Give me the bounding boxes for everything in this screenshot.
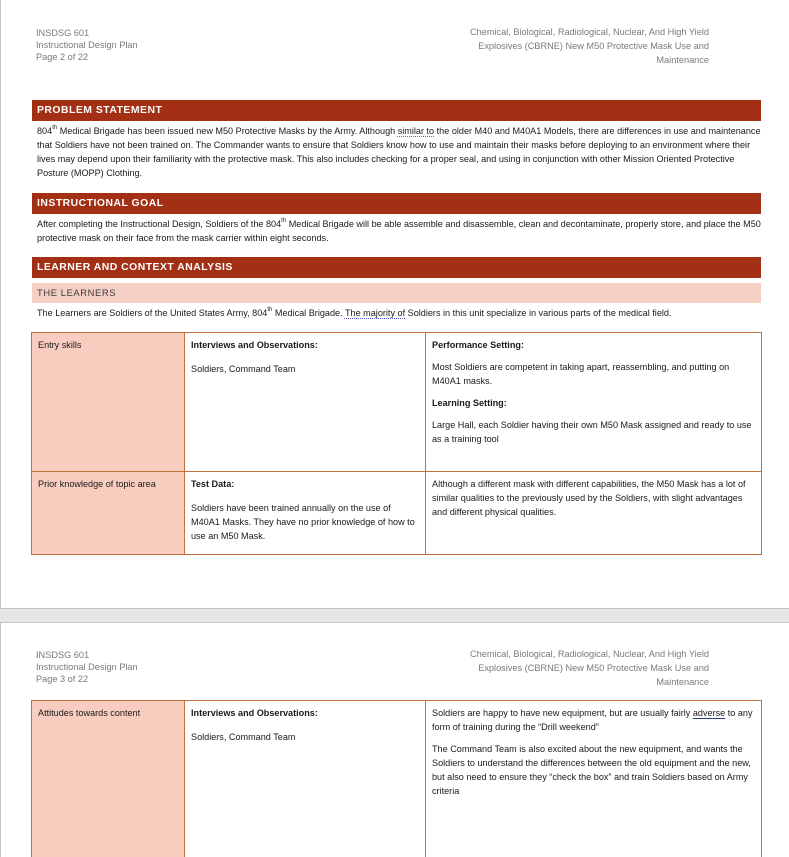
ordinal-suffix: th	[281, 218, 287, 224]
source-cell	[185, 701, 426, 857]
text-run: Soldiers are happy to have new equipment, but are usually fairly	[432, 708, 693, 718]
page-break-gap	[0, 609, 789, 622]
section-heading-instructional-goal: INSTRUCTIONAL GOAL	[32, 193, 761, 214]
source-text: Soldiers, Command Team	[191, 732, 296, 742]
detail-cell	[426, 472, 762, 555]
text-run: Soldiers in this unit specialize in various parts of the medical field.	[405, 308, 672, 318]
document-page-3	[0, 622, 789, 857]
grammar-flag[interactable]: The majority of	[344, 308, 406, 318]
row-label: Attitudes towards content	[32, 701, 185, 857]
ordinal-suffix: th	[267, 307, 273, 313]
page-header-right-title: Chemical, Biological, Radiological, Nuclear, And High Yield Explosives (CBRNE) New M50 Protective Mask Use and Maintenance	[469, 27, 709, 65]
text-run: Medical Brigade has been issued new M50 Protective Masks by the Army. Although	[57, 126, 398, 136]
detail-label: Performance Setting:	[432, 340, 524, 350]
source-cell	[185, 472, 426, 555]
detail-text: Large Hall, each Soldier having their own M50 Mask assigned and ready to use as a training tool	[432, 420, 752, 444]
detail-text	[432, 706, 755, 734]
text-run: to any form of training during the “Drill weekend”	[432, 708, 753, 732]
table-row	[32, 701, 762, 857]
learner-analysis-table-continued	[31, 700, 762, 857]
detail-cell	[426, 701, 762, 857]
source-label: Interviews and Observations:	[191, 340, 318, 350]
source-text: Soldiers, Command Team	[191, 364, 296, 374]
ordinal-suffix: th	[52, 125, 58, 131]
subheading-the-learners: THE LEARNERS	[32, 283, 761, 303]
section-heading-learner-context: LEARNER AND CONTEXT ANALYSIS	[32, 257, 761, 278]
table-row	[32, 472, 762, 555]
source-label: Interviews and Observations:	[191, 708, 318, 718]
text-run: the older M40 and M40A1 Models, there are differences in use and maintenance that Soldiers have not been trained on. The Commander wants to ensure that Soldiers know how to use and maintain their masks before deploying to an environment where their lives may depend upon their familiarity with the protective mask. This also includes checking for a proper seal, and using in conjunction with other Mission Oriented Protective Posture (MOPP) Clothing.	[37, 126, 761, 178]
page-header-right-title: Chemical, Biological, Radiological, Nuclear, And High Yield Explosives (CBRNE) New M50 Protective Mask Use and Maintenance	[469, 649, 709, 687]
row-label: Entry skills	[32, 333, 185, 472]
course-code: INSDSG 601	[36, 650, 90, 660]
detail-text: Although a different mask with different capabilities, the M50 Mask has a lot of similar qualities to the previously used by the Soldiers, with slight advantages and different physical qualities.	[432, 479, 746, 517]
text-run: Medical Brigade.	[272, 308, 345, 318]
detail-text: The Command Team is also excited about the new equipment, and wants the Soldiers to understand the differences between the old equipment and the new, but also need to ensure they “check the box” and train Soldiers based on Army criteria	[432, 744, 751, 796]
source-cell	[185, 333, 426, 472]
source-label: Test Data:	[191, 479, 235, 489]
source-text: Soldiers have been trained annually on the use of M40A1 Masks. They have no prior knowledge of how to use an M50 Mask.	[191, 503, 415, 541]
doc-title: Instructional Design Plan	[36, 662, 138, 673]
table-row	[32, 333, 762, 472]
course-code: INSDSG 601	[36, 28, 90, 38]
section-heading-problem-statement: PROBLEM STATEMENT	[32, 100, 761, 121]
text-run: 804	[37, 126, 53, 136]
instructional-goal-text	[37, 217, 765, 245]
learners-text	[37, 306, 765, 320]
problem-statement-text	[37, 124, 765, 180]
detail-cell	[426, 333, 762, 472]
grammar-flag[interactable]: adverse	[692, 708, 726, 718]
text-run: Medical Brigade will be able assemble and disassemble, clean and decontaminate, properly store, and place the M50 protective mask on their face from the mask carrier within eight seconds.	[37, 219, 761, 243]
detail-text: Most Soldiers are competent in taking apart, reassembling, and putting on M40A1 masks.	[432, 362, 730, 386]
detail-label: Learning Setting:	[432, 398, 507, 408]
page-number: Page 3 of 22	[36, 674, 89, 685]
text-run: The Learners are Soldiers of the United States Army, 804	[37, 308, 268, 318]
learner-analysis-table	[31, 332, 762, 555]
page-header-left	[36, 27, 138, 64]
page-header-left	[36, 649, 138, 686]
row-label: Prior knowledge of topic area	[32, 472, 185, 555]
text-run: After completing the Instructional Design, Soldiers of the 804	[37, 219, 282, 229]
page-number: Page 2 of 22	[36, 52, 89, 63]
grammar-flag[interactable]: similar to	[397, 126, 435, 136]
doc-title: Instructional Design Plan	[36, 40, 138, 51]
